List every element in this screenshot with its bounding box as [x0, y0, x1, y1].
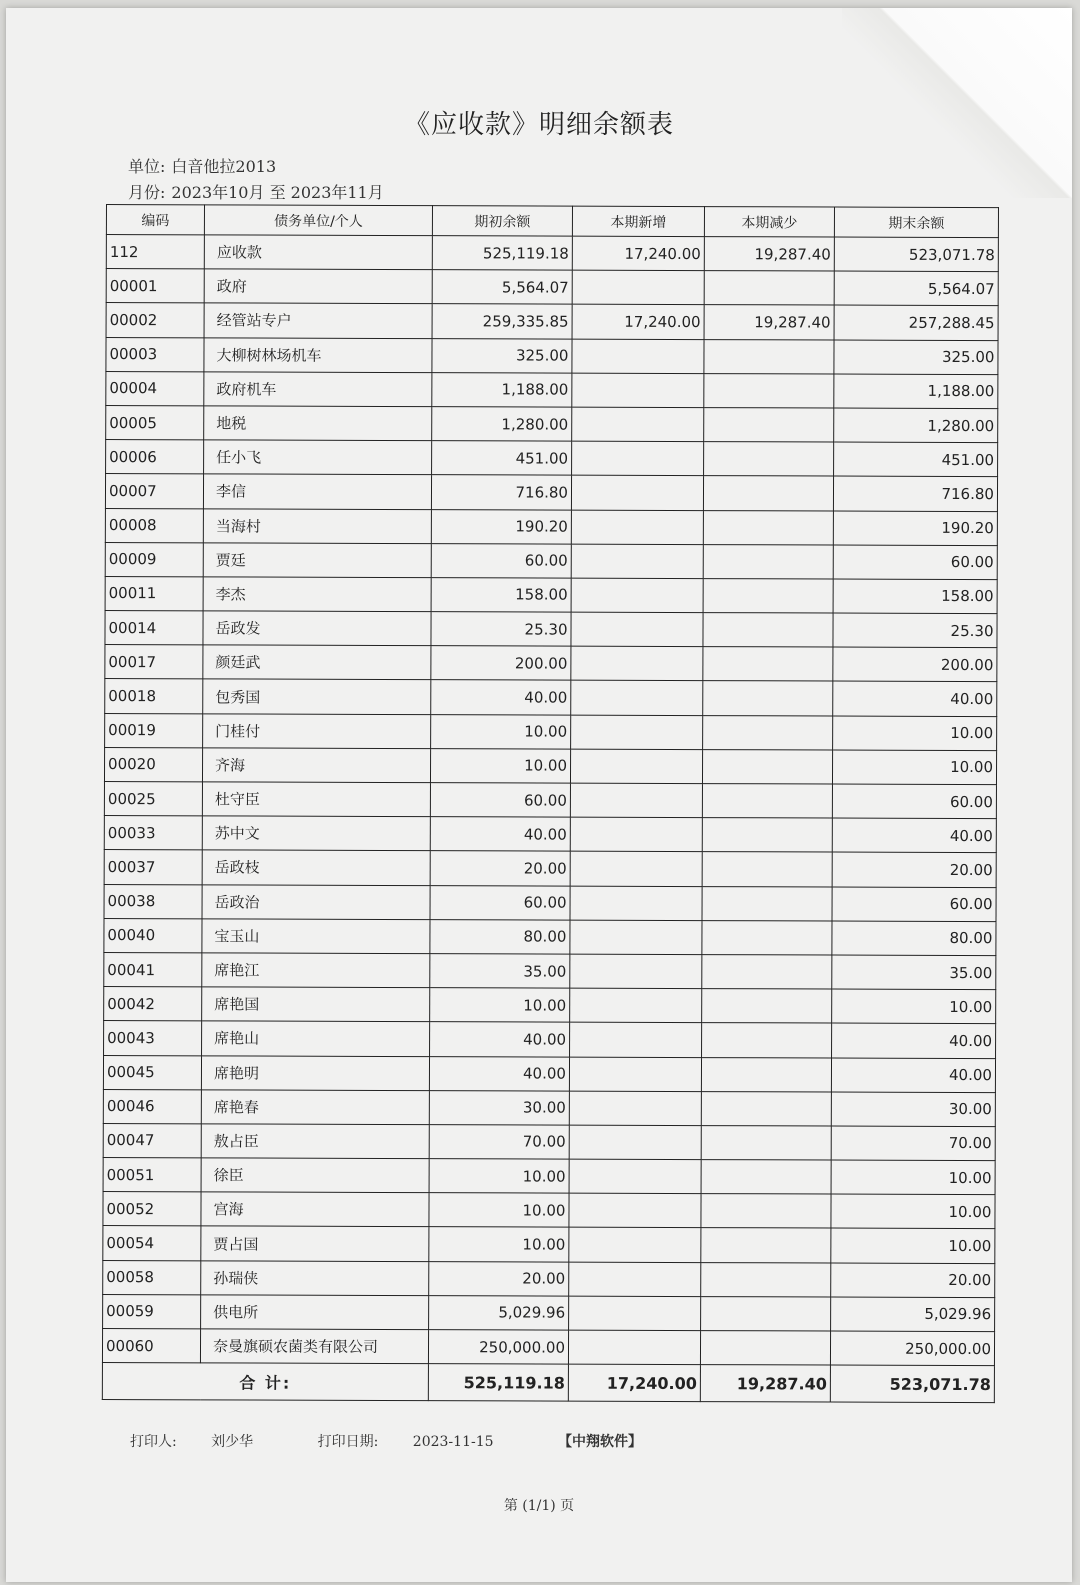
table-row [103, 1294, 995, 1331]
cell-opening: 10.00 [431, 714, 571, 749]
page-number: 第 (1/1) 页 [503, 1498, 575, 1514]
table-row [104, 987, 996, 1024]
cell-decrease [702, 784, 832, 819]
cell-decrease [703, 544, 833, 579]
cell-name: 颜廷武 [203, 645, 431, 680]
cell-decrease [702, 886, 832, 921]
cell-code: 00003 [106, 337, 204, 372]
cell-code: 00005 [106, 405, 204, 440]
cell-closing: 10.00 [831, 1194, 995, 1229]
cell-code: 00038 [104, 884, 202, 919]
cell-name: 席艳明 [201, 1055, 429, 1090]
cell-closing: 30.00 [831, 1092, 995, 1127]
cell-opening: 40.00 [430, 817, 570, 852]
cell-closing: 10.00 [832, 750, 996, 785]
cell-name: 门桂付 [203, 713, 431, 748]
cell-name: 敖占臣 [201, 1124, 429, 1159]
cell-closing: 40.00 [831, 1058, 995, 1093]
paper-sheet [6, 8, 1072, 1582]
cell-code: 00040 [104, 918, 202, 953]
cell-closing: 10.00 [831, 1228, 995, 1263]
printer-name: 刘少华 [211, 1434, 254, 1450]
cell-increase [572, 270, 704, 305]
cell-opening: 190.20 [431, 509, 571, 544]
table-row [104, 781, 996, 818]
cell-opening: 200.00 [431, 646, 571, 681]
header-decrease: 本期减少 [704, 207, 834, 237]
folded-corner [842, 8, 1072, 198]
cell-increase [569, 1228, 701, 1263]
table-row [106, 337, 998, 374]
period-line [128, 180, 384, 203]
cell-opening: 259,335.85 [432, 304, 572, 339]
table-row [105, 474, 997, 511]
table-row [105, 611, 997, 648]
cell-closing: 20.00 [832, 852, 996, 887]
cell-name: 席艳春 [201, 1090, 429, 1125]
cell-code: 00025 [104, 781, 202, 816]
table-row [105, 508, 997, 545]
table-row [106, 371, 998, 408]
cell-increase [571, 681, 703, 716]
cell-increase [569, 1159, 701, 1194]
cell-name: 贾占国 [201, 1226, 429, 1261]
cell-closing: 190.20 [833, 511, 997, 546]
cell-closing: 60.00 [832, 784, 996, 819]
cell-increase [572, 441, 704, 476]
cell-name: 宫海 [201, 1192, 429, 1227]
cell-increase [571, 612, 703, 647]
printer-info [130, 1434, 283, 1450]
table-row [102, 1328, 994, 1365]
report-title: 《应收款》明细余额表 [403, 110, 674, 140]
cell-opening: 10.00 [430, 748, 570, 783]
cell-closing: 1,188.00 [834, 374, 998, 409]
cell-name: 大柳树林场机车 [204, 337, 432, 372]
cell-decrease [704, 373, 834, 408]
header-opening-balance: 期初余额 [432, 206, 572, 236]
table-row [103, 1260, 995, 1297]
unit-label: 单位: [128, 157, 166, 176]
table-row [103, 1123, 995, 1160]
cell-opening: 250,000.00 [428, 1330, 568, 1365]
cell-decrease [704, 339, 834, 374]
cell-code: 00045 [103, 1055, 201, 1090]
cell-name: 应收款 [204, 235, 432, 270]
table-row [106, 405, 998, 442]
cell-increase [570, 1022, 702, 1057]
cell-increase [569, 1091, 701, 1126]
cell-opening: 1,280.00 [432, 407, 572, 442]
cell-closing: 325.00 [834, 340, 998, 375]
cell-code: 00054 [103, 1226, 201, 1261]
cell-code: 00052 [103, 1192, 201, 1227]
cell-increase [568, 1330, 700, 1365]
cell-increase [570, 988, 702, 1023]
cell-name: 奈曼旗硕农菌类有限公司 [200, 1329, 428, 1364]
cell-closing: 10.00 [831, 1160, 995, 1195]
cell-name: 经管站专户 [204, 303, 432, 338]
balance-table [102, 204, 999, 1403]
cell-closing: 70.00 [831, 1126, 995, 1161]
period-value: 2023年10月 至 2023年11月 [171, 183, 384, 202]
cell-decrease: 19,287.40 [704, 305, 834, 340]
cell-closing: 40.00 [832, 818, 996, 853]
cell-increase: 17,240.00 [572, 236, 704, 271]
cell-code: 00009 [105, 542, 203, 577]
cell-opening: 60.00 [431, 543, 571, 578]
table-row [106, 440, 998, 477]
cell-opening: 80.00 [430, 919, 570, 954]
header-code: 编码 [106, 205, 204, 235]
cell-code: 00018 [105, 679, 203, 714]
cell-name: 李杰 [203, 577, 431, 612]
cell-decrease [702, 920, 832, 955]
period-label: 月份: [128, 183, 166, 202]
cell-code: 00007 [105, 474, 203, 509]
cell-name: 席艳江 [202, 953, 430, 988]
cell-increase [569, 1296, 701, 1331]
cell-decrease [703, 510, 833, 545]
cell-code: 00004 [106, 371, 204, 406]
cell-decrease [700, 1331, 830, 1366]
cell-increase [571, 544, 703, 579]
cell-closing: 80.00 [832, 921, 996, 956]
total-label: 合 计: [102, 1363, 428, 1401]
cell-increase [570, 783, 702, 818]
cell-name: 当海村 [203, 508, 431, 543]
cell-opening: 25.30 [431, 612, 571, 647]
table-row [104, 918, 996, 955]
header-debtor: 债务单位/个人 [204, 205, 432, 236]
cell-increase [570, 851, 702, 886]
cell-increase [572, 407, 704, 442]
cell-closing: 40.00 [832, 1023, 996, 1058]
cell-increase [570, 817, 702, 852]
cell-code: 112 [106, 235, 204, 270]
cell-decrease [704, 442, 834, 477]
cell-code: 00008 [105, 508, 203, 543]
table-row [104, 1021, 996, 1058]
total-increase: 17,240.00 [568, 1364, 700, 1401]
cell-opening: 158.00 [431, 578, 571, 613]
cell-increase [571, 510, 703, 545]
cell-decrease [701, 1262, 831, 1297]
total-opening: 525,119.18 [428, 1364, 568, 1401]
table-row [104, 952, 996, 989]
cell-decrease [701, 1091, 831, 1126]
cell-decrease [703, 613, 833, 648]
cell-increase [571, 578, 703, 613]
cell-closing: 20.00 [831, 1263, 995, 1298]
cell-opening: 70.00 [429, 1125, 569, 1160]
table-row [105, 542, 997, 579]
cell-increase [569, 1057, 701, 1092]
table-row [104, 747, 996, 784]
print-date-info [318, 1434, 524, 1450]
cell-closing: 25.30 [833, 613, 997, 648]
cell-opening: 40.00 [431, 680, 571, 715]
cell-increase [572, 339, 704, 374]
cell-name: 政府 [204, 269, 432, 304]
table-row [103, 1158, 995, 1195]
cell-decrease [704, 408, 834, 443]
cell-increase [570, 920, 702, 955]
cell-closing: 40.00 [833, 681, 997, 716]
cell-decrease [701, 1125, 831, 1160]
cell-decrease [702, 818, 832, 853]
table-row [104, 850, 996, 887]
header-closing-balance: 期末余额 [834, 207, 998, 238]
cell-opening: 20.00 [429, 1261, 569, 1296]
cell-name: 齐海 [202, 748, 430, 783]
cell-increase [572, 373, 704, 408]
cell-increase [569, 1125, 701, 1160]
cell-opening: 325.00 [432, 338, 572, 373]
cell-code: 00020 [104, 747, 202, 782]
unit-line [128, 154, 276, 177]
cell-closing: 60.00 [832, 887, 996, 922]
cell-closing: 1,280.00 [834, 408, 998, 443]
cell-decrease [701, 1296, 831, 1331]
cell-opening: 451.00 [432, 441, 572, 476]
cell-code: 00043 [104, 1021, 202, 1056]
cell-name: 地税 [204, 406, 432, 441]
cell-name: 供电所 [201, 1295, 429, 1330]
cell-opening: 716.80 [431, 475, 571, 510]
cell-closing: 158.00 [833, 579, 997, 614]
table-row [103, 1192, 995, 1229]
cell-increase [571, 715, 703, 750]
cell-decrease [701, 1160, 831, 1195]
cell-closing: 257,288.45 [834, 305, 998, 340]
cell-decrease [702, 749, 832, 784]
cell-decrease [703, 715, 833, 750]
cell-opening: 525,119.18 [432, 236, 572, 271]
printer-label: 打印人: [130, 1434, 177, 1450]
cell-decrease: 19,287.40 [704, 237, 834, 272]
print-footer [130, 1431, 672, 1451]
table-row [103, 1226, 995, 1263]
print-date: 2023-11-15 [412, 1434, 494, 1450]
cell-closing: 10.00 [832, 989, 996, 1024]
cell-closing: 523,071.78 [834, 237, 998, 272]
cell-decrease [703, 647, 833, 682]
cell-name: 宝玉山 [202, 919, 430, 954]
cell-decrease [704, 271, 834, 306]
cell-code: 00002 [106, 303, 204, 338]
table-row [106, 269, 998, 306]
table-row [106, 303, 998, 340]
cell-name: 孙瑞侠 [201, 1260, 429, 1295]
cell-increase [570, 749, 702, 784]
cell-code: 00059 [103, 1294, 201, 1329]
total-closing: 523,071.78 [830, 1365, 994, 1403]
cell-code: 00017 [105, 645, 203, 680]
table-row [105, 576, 997, 613]
cell-decrease [702, 955, 832, 990]
cell-code: 00047 [103, 1123, 201, 1158]
total-decrease: 19,287.40 [700, 1365, 830, 1402]
cell-name: 岳政治 [202, 884, 430, 919]
cell-code: 00060 [102, 1328, 200, 1363]
cell-opening: 10.00 [429, 1193, 569, 1228]
cell-closing: 5,029.96 [831, 1297, 995, 1332]
table-row [104, 816, 996, 853]
cell-name: 苏中文 [202, 816, 430, 851]
table-row [103, 1055, 995, 1092]
cell-increase [570, 954, 702, 989]
cell-opening: 5,029.96 [429, 1295, 569, 1330]
cell-opening: 1,188.00 [432, 372, 572, 407]
cell-opening: 10.00 [429, 1227, 569, 1262]
cell-increase [571, 475, 703, 510]
table-row [106, 235, 998, 272]
cell-closing: 60.00 [833, 545, 997, 580]
cell-opening: 35.00 [430, 954, 570, 989]
cell-opening: 30.00 [429, 1090, 569, 1125]
cell-decrease [701, 1228, 831, 1263]
table-header-row [106, 205, 998, 238]
cell-closing: 5,564.07 [834, 271, 998, 306]
cell-opening: 5,564.07 [432, 270, 572, 305]
cell-name: 岳政发 [203, 611, 431, 646]
cell-decrease [703, 476, 833, 511]
cell-decrease [703, 681, 833, 716]
cell-decrease [702, 1023, 832, 1058]
cell-code: 00046 [103, 1089, 201, 1124]
table-row [105, 679, 997, 716]
cell-code: 00058 [103, 1260, 201, 1295]
header-increase: 本期新增 [572, 206, 704, 236]
cell-closing: 250,000.00 [830, 1331, 994, 1366]
cell-name: 政府机车 [204, 372, 432, 407]
cell-increase [570, 886, 702, 921]
cell-name: 席艳山 [202, 1021, 430, 1056]
cell-opening: 20.00 [430, 851, 570, 886]
cell-decrease [703, 578, 833, 613]
cell-closing: 451.00 [834, 442, 998, 477]
cell-name: 杜守臣 [202, 782, 430, 817]
cell-increase [569, 1193, 701, 1228]
table-row [105, 645, 997, 682]
cell-name: 徐臣 [201, 1158, 429, 1193]
cell-closing: 10.00 [833, 716, 997, 751]
cell-opening: 10.00 [430, 988, 570, 1023]
cell-decrease [702, 852, 832, 887]
cell-decrease [701, 1057, 831, 1092]
cell-name: 贾廷 [203, 543, 431, 578]
print-date-label: 打印日期: [317, 1434, 379, 1450]
cell-opening: 10.00 [429, 1159, 569, 1194]
cell-increase: 17,240.00 [572, 305, 704, 340]
unit-value: 白音他拉2013 [171, 157, 277, 176]
cell-name: 任小飞 [204, 440, 432, 475]
cell-increase [571, 646, 703, 681]
total-row [102, 1363, 994, 1403]
table-row [105, 713, 997, 750]
cell-code: 00051 [103, 1158, 201, 1193]
cell-code: 00037 [104, 850, 202, 885]
cell-closing: 716.80 [833, 476, 997, 511]
cell-name: 席艳国 [202, 987, 430, 1022]
cell-increase [569, 1262, 701, 1297]
cell-opening: 40.00 [429, 1056, 569, 1091]
cell-name: 岳政枝 [202, 850, 430, 885]
cell-name: 李信 [203, 474, 431, 509]
table-row [104, 884, 996, 921]
cell-code: 00042 [104, 987, 202, 1022]
cell-decrease [701, 1194, 831, 1229]
cell-code: 00041 [104, 952, 202, 987]
cell-closing: 200.00 [833, 647, 997, 682]
cell-code: 00033 [104, 816, 202, 851]
cell-code: 00006 [106, 440, 204, 475]
cell-decrease [702, 989, 832, 1024]
cell-code: 00001 [106, 269, 204, 304]
cell-opening: 60.00 [430, 885, 570, 920]
cell-code: 00014 [105, 611, 203, 646]
cell-opening: 60.00 [430, 783, 570, 818]
cell-opening: 40.00 [430, 1022, 570, 1057]
cell-code: 00011 [105, 576, 203, 611]
cell-name: 包秀国 [203, 679, 431, 714]
table-row [103, 1089, 995, 1126]
cell-code: 00019 [105, 713, 203, 748]
software-name: 【中翔软件】 [557, 1434, 642, 1450]
cell-closing: 35.00 [832, 955, 996, 990]
